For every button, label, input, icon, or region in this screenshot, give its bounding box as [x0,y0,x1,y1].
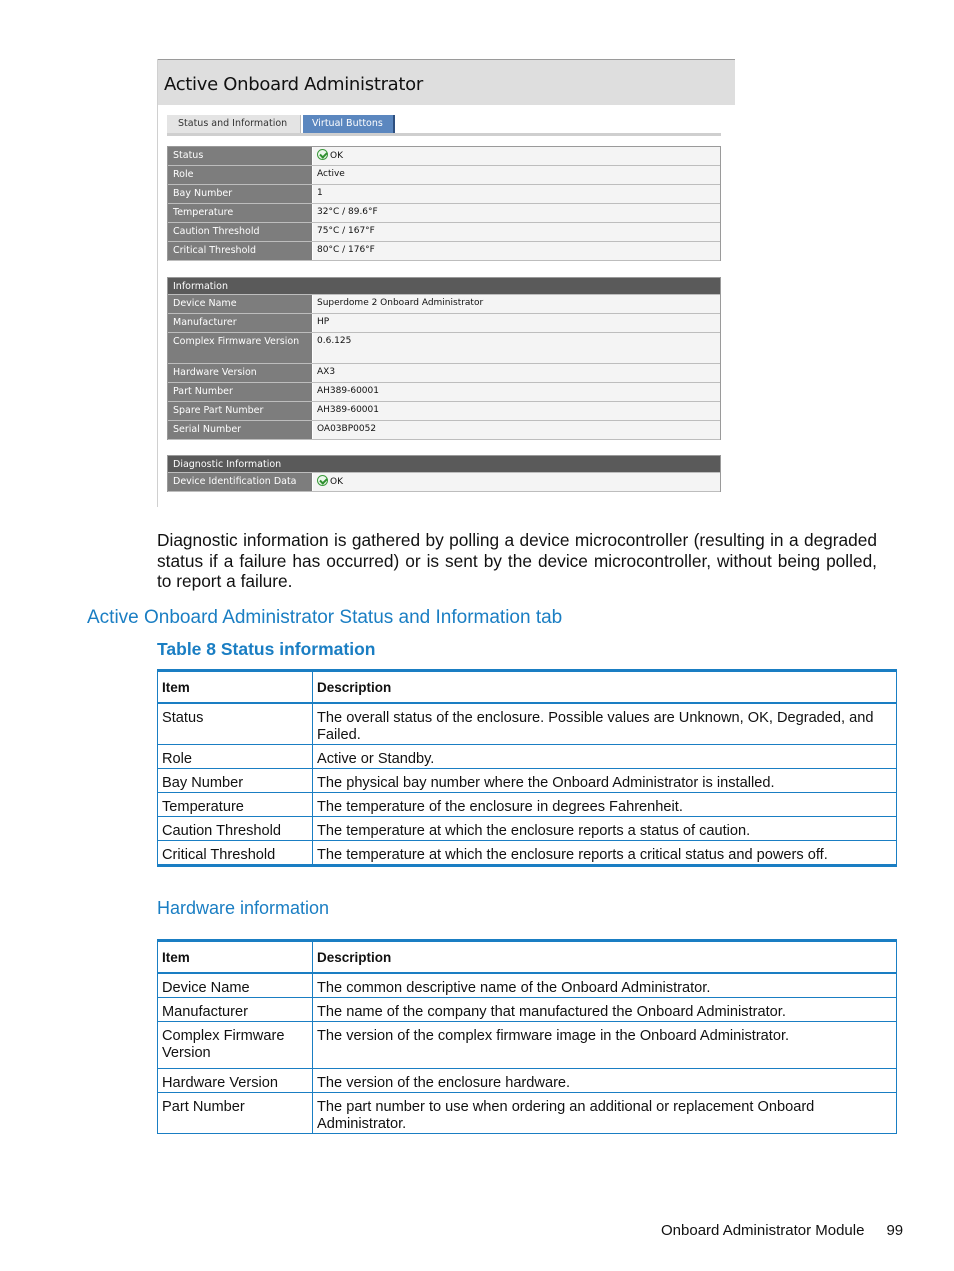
status-information-table [157,669,897,867]
description-cell: The temperature of the enclosure in degrees Fahrenheit. [313,793,897,817]
item-cell: Device Name [158,973,313,998]
row-label: Spare Part Number [168,402,313,420]
row-value [313,242,720,260]
page-footer [661,1222,903,1239]
item-cell: Bay Number [158,769,313,793]
table-header-row [158,671,897,704]
row-value-text: Active [317,169,345,179]
row-label: Device Name [168,295,313,313]
row-value [313,473,720,491]
tab-virtual-buttons[interactable]: Virtual Buttons [303,115,395,133]
item-cell: Status [158,703,313,745]
item-cell: Caution Threshold [158,817,313,841]
panel-row [168,185,720,204]
row-value [313,421,720,439]
row-value-text: OA03BP0052 [317,424,377,434]
panel-row [168,314,720,333]
panel-row [168,223,720,242]
row-label: Part Number [168,383,313,401]
item-cell: Critical Threshold [158,841,313,866]
row-value-text: 80°C / 176°F [317,245,375,255]
row-value-text: 75°C / 167°F [317,226,375,236]
panel-row [168,242,720,261]
row-label: Status [168,147,313,165]
row-label: Bay Number [168,185,313,203]
panel-row [168,402,720,421]
row-value [313,166,720,184]
row-value-text: AX3 [317,367,336,377]
row-value-text: AH389-60001 [317,405,379,415]
diagnostic-panel [167,455,721,492]
description-cell: The common descriptive name of the Onboard Administrator. [313,973,897,998]
row-label: Serial Number [168,421,313,439]
information-panel [167,277,721,440]
row-value-text: OK [330,477,343,487]
row-value-text: 32°C / 89.6°F [317,207,378,217]
status-panel [167,146,721,261]
panel-row [168,364,720,383]
description-cell: The physical bay number where the Onboard Administrator is installed. [313,769,897,793]
row-label: Device Identification Data [168,473,313,491]
row-value [313,147,720,165]
row-value [313,383,720,401]
section-heading: Active Onboard Administrator Status and Information tab [87,607,563,628]
row-value [313,223,720,241]
row-value-text: AH389-60001 [317,386,379,396]
description-cell: Active or Standby. [313,745,897,769]
row-label: Critical Threshold [168,242,313,260]
diagnostic-heading: Diagnostic Information [168,456,720,473]
row-value-text: Superdome 2 Onboard Administrator [317,298,484,308]
item-cell: Complex Firmware Version [158,1022,313,1069]
row-value-text: HP [317,317,330,327]
row-value-text: OK [330,151,343,161]
body-paragraph: Diagnostic information is gathered by polling a device microcontroller (resulting in a degraded status if a failure has occurred) or is sent by the device microcontroller, without being polled, to report a failure. [157,530,877,591]
item-cell: Manufacturer [158,998,313,1022]
description-cell: The version of the enclosure hardware. [313,1069,897,1093]
description-cell: The temperature at which the enclosure reports a critical status and powers off. [313,841,897,866]
row-value [313,185,720,203]
panel-row [168,166,720,185]
page-number: 99 [886,1222,904,1239]
row-value-text: 1 [317,188,323,198]
row-label: Caution Threshold [168,223,313,241]
panel-row [168,204,720,223]
hardware-heading: Hardware information [157,898,330,918]
table-row [158,745,897,769]
row-value [313,333,720,363]
column-header: Item [158,941,313,974]
table-row [158,769,897,793]
panel-row [168,295,720,314]
column-header: Item [158,671,313,704]
row-label: Role [168,166,313,184]
row-label: Hardware Version [168,364,313,382]
tab-status-and-information[interactable]: Status and Information [167,115,301,133]
description-cell: The temperature at which the enclosure reports a status of caution. [313,817,897,841]
table-row [158,703,897,745]
table-row [158,998,897,1022]
item-cell: Part Number [158,1093,313,1134]
table-row [158,841,897,866]
footer-title: Onboard Administrator Module [661,1222,865,1239]
row-value [313,364,720,382]
description-cell: The version of the complex firmware image in the Onboard Administrator. [313,1022,897,1069]
row-value [313,402,720,420]
ok-check-icon [317,475,328,486]
description-cell: The overall status of the enclosure. Possible values are Unknown, OK, Degraded, and Failed. [313,703,897,745]
row-label: Complex Firmware Version [168,333,313,363]
panel-row [168,333,720,364]
row-value [313,204,720,222]
table-caption: Table 8 Status information [157,639,376,659]
oa-title: Active Onboard Administrator [164,74,423,95]
column-header: Description [313,671,897,704]
description-cell: The part number to use when ordering an additional or replacement Onboard Administrator. [313,1093,897,1134]
information-heading: Information [168,278,720,295]
table-row [158,793,897,817]
row-value-text: 0.6.125 [317,336,352,346]
table-row [158,1093,897,1134]
row-value [313,314,720,332]
table-row [158,1022,897,1069]
item-cell: Role [158,745,313,769]
row-label: Temperature [168,204,313,222]
panel-row [168,421,720,440]
description-cell: The name of the company that manufactured the Onboard Administrator. [313,998,897,1022]
column-header: Description [313,941,897,974]
table-row [158,817,897,841]
panel-row [168,383,720,402]
item-cell: Hardware Version [158,1069,313,1093]
item-cell: Temperature [158,793,313,817]
ok-check-icon [317,149,328,160]
table-row [158,973,897,998]
row-value [313,295,720,313]
panel-row [168,147,720,166]
table-header-row [158,941,897,974]
row-label: Manufacturer [168,314,313,332]
panel-row [168,473,720,492]
oa-header [158,59,735,105]
oa-screenshot [157,59,735,507]
tab-underline [167,133,721,136]
table-row [158,1069,897,1093]
hardware-information-table [157,939,897,1134]
